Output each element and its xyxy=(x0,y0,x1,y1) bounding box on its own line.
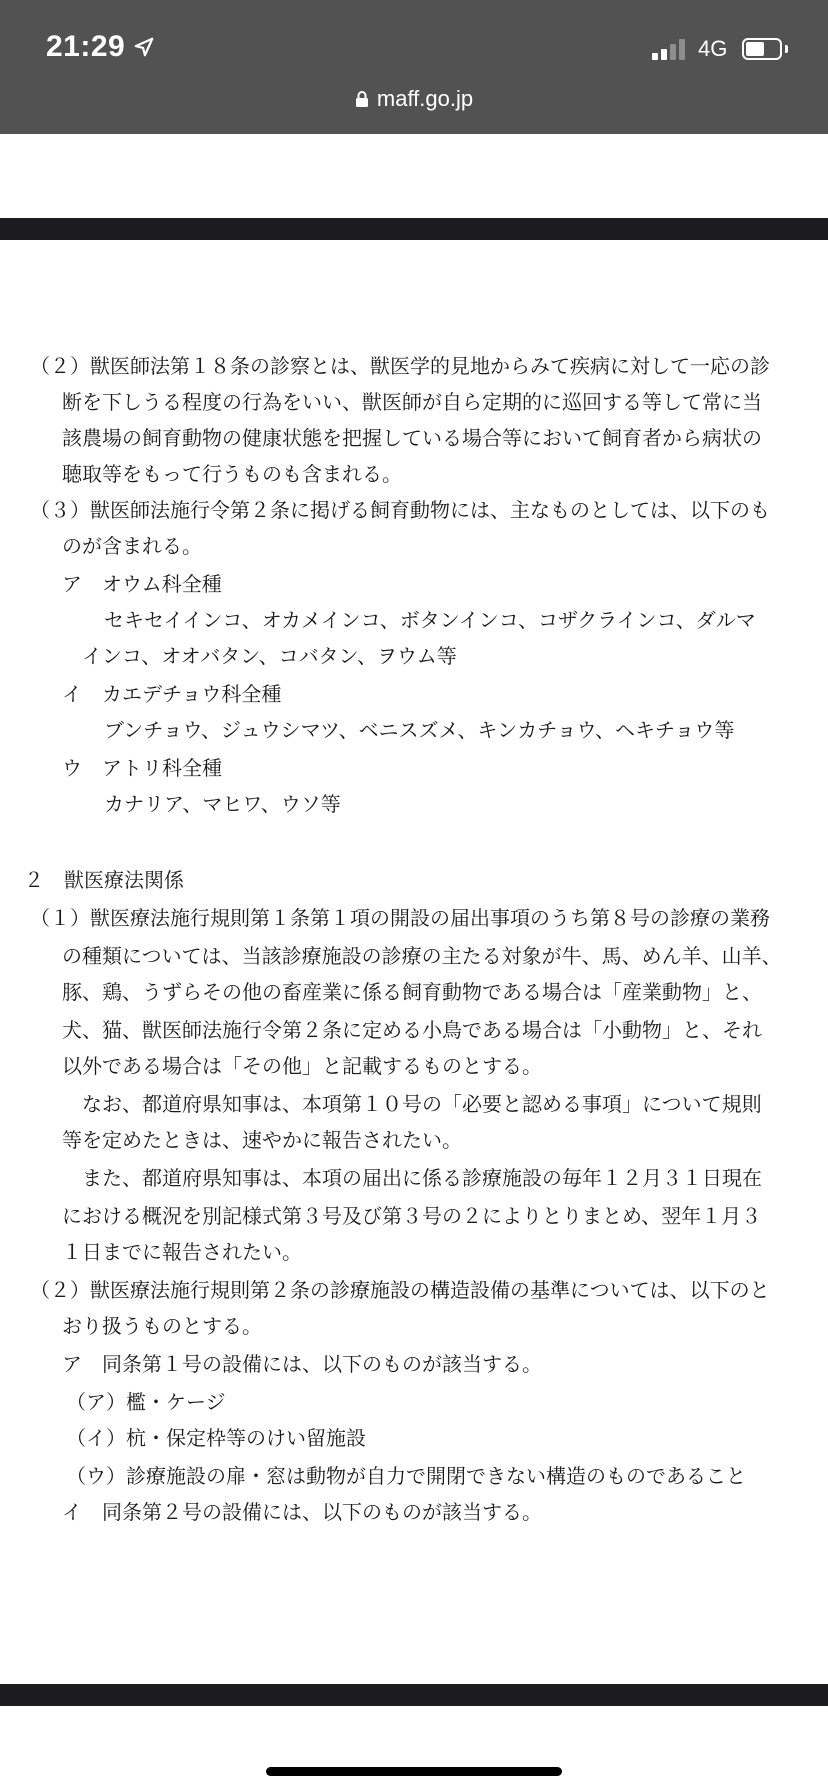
location-arrow-icon xyxy=(133,36,155,58)
text-line: 聴取等をもって行うものも含まれる。 xyxy=(62,462,402,486)
text-line: ア 同条第１号の設備には、以下のものが該当する。 xyxy=(62,1352,542,1376)
url-text: maff.go.jp xyxy=(376,86,474,111)
text-line: （ア）檻・ケージ xyxy=(66,1390,226,1414)
text-line: 犬、猫、獣医師法施行令第２条に定める小鳥である場合は「小動物」と、それ xyxy=(62,1018,762,1042)
text-line: また、都道府県知事は、本項の届出に係る診療施設の毎年１２月３１日現在 xyxy=(82,1166,762,1190)
text-line: ウ アトリ科全種 xyxy=(62,756,222,780)
page-separator-top xyxy=(0,218,828,240)
text-line: 以外である場合は「その他」と記載するものとする。 xyxy=(62,1054,542,1078)
text-line: における概況を別記様式第３号及び第３号の２によりとりまとめ、翌年１月３ xyxy=(62,1204,762,1228)
text-line: インコ、オオバタン、コバタン、ヲウム等 xyxy=(82,644,457,668)
battery-cap xyxy=(785,45,788,53)
text-line: 断を下しうる程度の行為をいい、獣医師が自ら定期的に巡回する等して常に当 xyxy=(62,390,762,414)
status-bar xyxy=(0,0,828,134)
network-type: 4G xyxy=(698,36,728,61)
home-indicator[interactable] xyxy=(266,1767,562,1776)
text-line: （１）獣医療法施行規則第１条第１項の開設の届出事項のうち第８号の診療の業務 xyxy=(30,906,770,930)
text-line: セキセイインコ、オカメインコ、ボタンインコ、コザクラインコ、ダルマ xyxy=(104,608,756,632)
text-line: （イ）杭・保定枠等のけい留施設 xyxy=(66,1426,366,1450)
text-line: （２）獣医師法第１８条の診察とは、獣医学的見地からみて疾病に対して一応の診 xyxy=(30,354,770,378)
signal-strength-icon xyxy=(652,38,685,60)
battery-icon xyxy=(742,38,782,60)
text-line: （ウ）診療施設の扉・窓は動物が自力で開閉できない構造のものであること xyxy=(66,1464,746,1488)
text-line: おり扱うものとする。 xyxy=(62,1314,262,1338)
text-line: なお、都道府県知事は、本項第１０号の「必要と認める事項」について規則 xyxy=(82,1092,762,1116)
text-line: イ カエデチョウ科全種 xyxy=(62,682,282,706)
text-line: のが含まれる。 xyxy=(62,534,202,558)
lock-icon xyxy=(355,90,369,108)
text-line: １日までに報告されたい。 xyxy=(62,1240,302,1264)
section-heading: ２ 獣医療法関係 xyxy=(24,868,184,892)
clock-time: 21:29 xyxy=(46,30,126,63)
text-line: （２）獣医療法施行規則第２条の診療施設の構造設備の基準については、以下のと xyxy=(30,1278,770,1302)
clock xyxy=(46,30,155,64)
text-line: の種類については、当該診療施設の診療の主たる対象が牛、馬、めん羊、山羊、 xyxy=(62,944,782,968)
text-line: 等を定めたときは、速やかに報告されたい。 xyxy=(62,1128,462,1152)
text-line: 豚、鶏、うずらその他の畜産業に係る飼育動物である場合は「産業動物」と、 xyxy=(62,980,762,1004)
text-line: ア オウム科全種 xyxy=(62,572,222,596)
text-line: イ 同条第２号の設備には、以下のものが該当する。 xyxy=(62,1500,542,1524)
text-line: 該農場の飼育動物の健康状態を把握している場合等において飼育者から病状の xyxy=(62,426,762,450)
text-line: （３）獣医師法施行令第２条に掲げる飼育動物には、主なものとしては、以下のも xyxy=(30,498,770,522)
text-line: ブンチョウ、ジュウシマツ、ベニスズメ、キンカチョウ、ヘキチョウ等 xyxy=(104,718,735,742)
page-separator-bottom xyxy=(0,1684,828,1706)
address-bar[interactable] xyxy=(0,86,828,112)
text-line: カナリア、マヒワ、ウソ等 xyxy=(104,792,341,816)
